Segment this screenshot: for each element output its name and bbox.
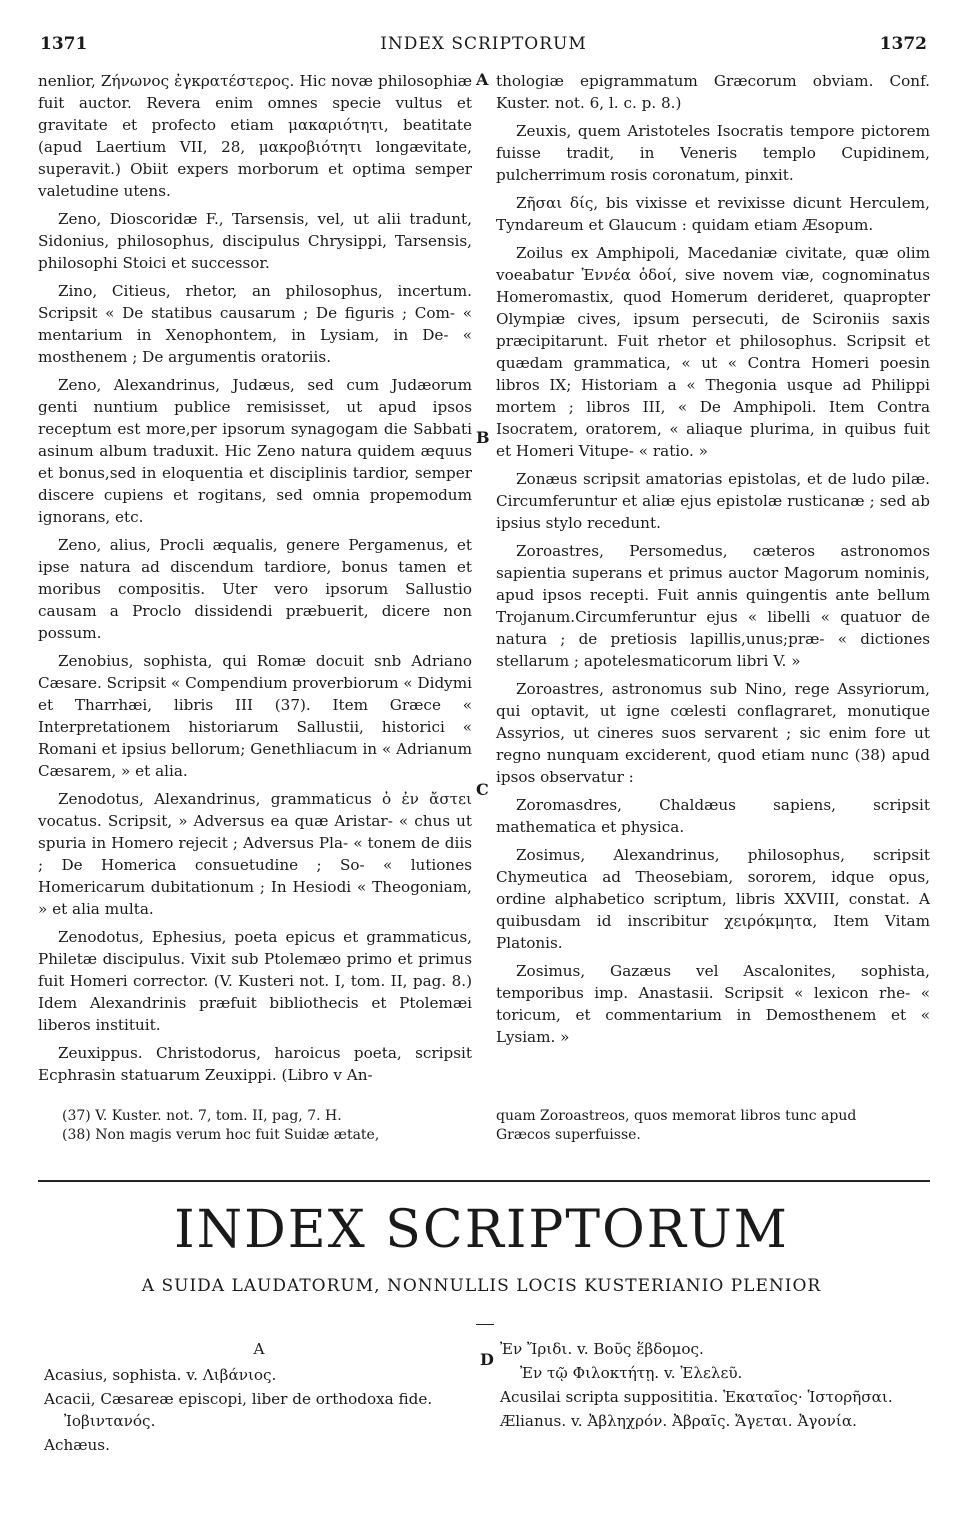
index-left-column	[44, 1338, 474, 1458]
paragraph: Zeno, alius, Procli æqualis, genere Pergamenus, et ipse natura ad discendum tardiore, bonus tamen et moribus compositis. Uter vero ipsorum Sallustio causam a Proclo dissidendi præbuerit, dicere non possum.	[38, 536, 472, 642]
paragraph: Zoroastres, Persomedus, cæteros astronomos sapientia superans et primus auctor Magorum nominis, apud ipsos recepti. Fuit annis quingentis ante bellum Trojanum.Circumferuntur ejus « libelli « quatuor de natura ; de pretiosis lapillis,unus;præ- « dictiones stellarum ; apotelesmaticorum libri V. »	[496, 542, 930, 670]
page-number-left: 1371	[40, 34, 88, 54]
paragraph: Zeno, Alexandrinus, Judæus, sed cum Judæorum genti nuntium publice remisisset, ut apud ipsos receptum est more,per ipsorum synagogam die Sabbati asinum album traduxit. Hic Zeno natura quidem æquus et bonus,sed in eloquentia et disciplinis tardior, semper discere cupiens et rogitans, sed omnia propemodum ignorans, etc.	[38, 376, 472, 526]
index-entry: Ἐν τῷ Φιλοκτήτῃ. v. Ἐλελεῦ.	[520, 1364, 743, 1382]
index-entry: Acasius, sophista. v. Λιβάνιος.	[44, 1366, 277, 1384]
paragraph: Zenodotus, Ephesius, poeta epicus et grammaticus, Philetæ discipulus. Vixit sub Ptolemæo primo et primus fuit Homeri corrector. (V. Kusteri not. I, tom. II, pag. 8.) Idem Alexandrinis præfuit bibliothecis et Ptolemæi liberos instituit.	[38, 928, 472, 1034]
section-subtitle: A SUIDA LAUDATORUM, NONNULLIS LOCIS KUSTERIANIO PLENIOR	[141, 1276, 822, 1296]
footnotes-right	[496, 1107, 930, 1145]
index-entry: Ælianus. v. Ἀβληχρόν. Ἀβραῖς. Ἄγεται. Ἀγονία.	[500, 1412, 857, 1430]
footnote: Græcos superfuisse.	[496, 1127, 641, 1143]
margin-marker-d: D	[480, 1350, 494, 1369]
paragraph: Zonæus scripsit amatorias epistolas, et de ludo pilæ. Circumferuntur et aliæ ejus epistolæ rusticanæ ; sed ab ipsius stylo recedunt.	[496, 470, 930, 532]
paragraph: Zenobius, sophista, qui Romæ docuit snb Adriano Cæsare. Scripsit « Compendium proverbiorum « Didymi et Tharrhæi, libris III (37). Item Græce « Interpretationem historiarum Sallustii, historici « Romani et ipsius bellorum; Genethliacum in « Adrianum Cæsarem, » et alia.	[38, 652, 473, 780]
index-entry: Achæus.	[44, 1436, 110, 1454]
paragraph: Zenodotus, Alexandrinus, grammaticus ὁ ἐν ἄστει vocatus. Scripsit, » Adversus ea quæ Aristar- « chus ut spuria in Homero rejecit ; Adversus Pla- « tonem de diis ; De Homerica consuetudine ; So- « lutiones Homericarum dubitationum ; In Hesiodi « Theogoniam, » et alia multa.	[38, 790, 472, 918]
short-divider	[476, 1324, 494, 1325]
paragraph: Zeuxis, quem Aristoteles Isocratis tempore pictorem fuisse tradit, in Veneris templo Cupidinem, pulcherrimum rosis coronatum, pinxit.	[496, 122, 930, 184]
paragraph: Zeuxippus. Christodorus, haroicus poeta, scripsit Ecphrasin statuarum Zeuxippi. (Libro v An-	[38, 1044, 472, 1084]
paragraph: Zosimus, Gazæus vel Ascalonites, sophista, temporibus imp. Anastasii. Scripsit « lexicon rhe- « toricum, et commentarium in Demosthenem et « Lysiam. »	[496, 962, 930, 1046]
footnote: quam Zoroastreos, quos memorat libros tunc apud	[496, 1108, 857, 1124]
paragraph: Zoromasdres, Chaldæus sapiens, scripsit mathematica et physica.	[496, 796, 930, 836]
index-right-column	[500, 1338, 932, 1434]
right-column	[496, 70, 930, 1054]
left-column	[38, 70, 472, 1092]
margin-marker-b: B	[476, 428, 490, 447]
running-header	[40, 34, 927, 60]
margin-marker-c: C	[476, 780, 489, 799]
footnote: (38) Non magis verum hoc fuit Suidæ ætate,	[62, 1127, 380, 1143]
paragraph: Zoilus ex Amphipoli, Macedaniæ civitate, quæ olim voeabatur Ἐννέα ὁδοί, sive novem viæ, cognominatus Homeromastix, quod Homerum derideret, quapropter Olympiæ cives, ipsum persecuti, de Scironiis saxis præcipitarunt. Fuit rhetor et philosophus. Scripsit et quædam grammatica, « ut « Contra Homeri poesin libros IX; Historiam a « Thegonia usque ad Philippi mortem ; libros III, « De Amphipoli. Item Contra Isocratem, oratorem, « aliaque plurima, in quibus fuit et Homeri Vitupe- « ratio. »	[496, 244, 930, 460]
paragraph: nenlior, Ζήνωνος ἐγκρατέστερος. Hic novæ philosophiæ fuit auctor. Revera enim omnes specie vultus et gravitate et profecto etiam μακαριότητι, beatitate (apud Laertium VII, 28, μακροβιότητι longævitate, superavit.) Obiit expers morborum et optima semper valetudine utens.	[38, 72, 472, 200]
footnotes-left	[62, 1107, 472, 1145]
paragraph: Zoroastres, astronomus sub Nino, rege Assyriorum, qui optavit, ut igne cœlesti conflagraret, monutique Assyrios, ut cineres suos servarent ; sic enim fore ut regno nunquam exciderent, quod etiam nunc (38) apud ipsos observatur :	[496, 680, 930, 786]
paragraph: Zosimus, Alexandrinus, philosophus, scripsit Chymeutica ad Theosebiam, sororem, idque opus, ordine alphabetico scriptum, libris XXVIII, constat. A quibusdam id inscribitur χειρόκμητα, Item Vitam Platonis.	[496, 846, 930, 952]
paragraph: Ζῆσαι δίς, bis vixisse et revixisse dicunt Herculem, Tyndareum et Glaucum : quidam etiam Æsopum.	[496, 194, 930, 234]
paragraph: Zeno, Dioscoridæ F., Tarsensis, vel, ut alii tradunt, Sidonius, philosophus, discipulus Chrysippi, Tarsensis, philosophi Stoici et successor.	[38, 210, 472, 272]
page-number-right: 1372	[879, 34, 927, 54]
section-divider	[38, 1180, 930, 1182]
section-title: INDEX SCRIPTORUM	[174, 1200, 789, 1260]
paragraph: thologiæ epigrammatum Græcorum obviam. Conf. Kuster. not. 6, l. c. p. 8.)	[496, 72, 930, 112]
index-entry: Acacii, Cæsareæ episcopi, liber de orthodoxa fide. Ἰοβιντανός.	[44, 1390, 433, 1430]
index-letter-heading: A	[253, 1340, 265, 1358]
index-entry: Acusilai scripta supposititia. Ἑκαταῖος· Ἱστορῆσαι.	[500, 1388, 893, 1406]
margin-marker-a: A	[476, 70, 489, 89]
index-entry: Ἐν Ἴριδι. v. Βοῦς ἕβδομος.	[500, 1340, 704, 1358]
running-title: INDEX SCRIPTORUM	[380, 34, 587, 54]
footnote: (37) V. Kuster. not. 7, tom. II, pag, 7. H.	[62, 1108, 342, 1124]
paragraph: Zino, Citieus, rhetor, an philosophus, incertum. Scripsit « De statibus causarum ; De figuris ; Com- « mentarium in Xenophontem, in Lysiam, in De- « mosthenem ; De argumentis oratoriis.	[38, 282, 472, 366]
